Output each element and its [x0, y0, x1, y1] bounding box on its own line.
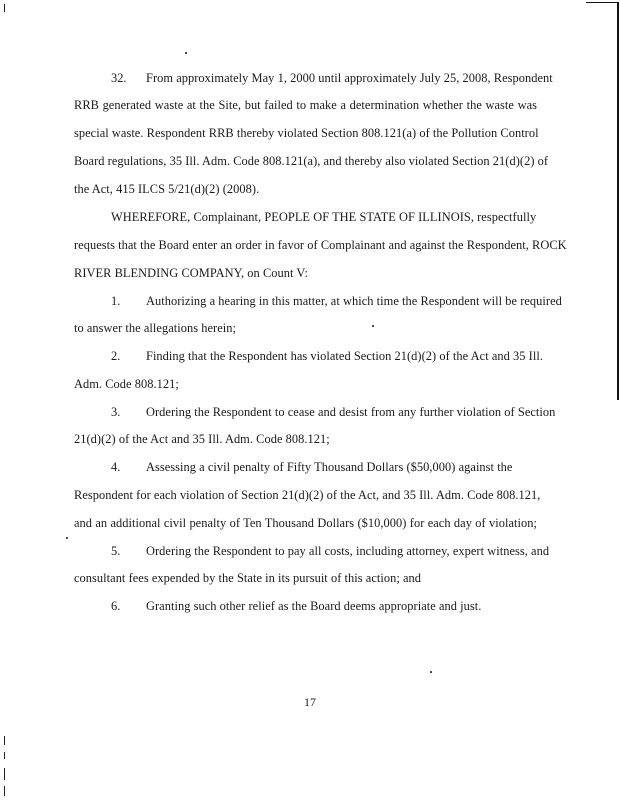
scan-edge-mark	[4, 752, 5, 759]
paragraph-line: Board regulations, 35 Ill. Adm. Code 808.121(a), and thereby also violated Section 21(d)(2) of	[74, 154, 549, 168]
wherefore-line: WHEREFORE, Complainant, PEOPLE OF THE STATE OF ILLINOIS, respectfully	[111, 210, 537, 224]
scan-speck	[66, 537, 68, 539]
paragraph-line: From approximately May 1, 2000 until approximately July 25, 2008, Respondent	[146, 71, 553, 85]
scan-edge-mark	[4, 786, 5, 796]
item-line: Assessing a civil penalty of Fifty Thousand Dollars ($50,000) against the	[146, 460, 513, 474]
paragraph-number: 32.	[111, 71, 127, 85]
paragraph-line: special waste. Respondent RRB thereby violated Section 808.121(a) of the Pollution Control	[74, 126, 539, 140]
paragraph-line: the Act, 415 ILCS 5/21(d)(2) (2008).	[74, 182, 260, 196]
item-number: 3.	[111, 405, 121, 419]
scan-edge-mark	[4, 736, 5, 745]
page-number: 17	[304, 695, 316, 709]
scan-speck	[185, 52, 187, 54]
scan-edge-mark	[4, 768, 5, 780]
item-number: 2.	[111, 349, 121, 363]
item-line: Respondent for each violation of Section 21(d)(2) of the Act, and 35 Ill. Adm. Code 808.121,	[74, 488, 541, 502]
scan-speck	[372, 325, 374, 327]
scan-edge-mark	[4, 4, 5, 12]
item-line: Adm. Code 808.121;	[74, 377, 179, 391]
item-line: Authorizing a hearing in this matter, at which time the Respondent will be required	[146, 294, 562, 308]
item-line: Finding that the Respondent has violated Section 21(d)(2) of the Act and 35 Ill.	[146, 349, 543, 363]
paragraph-line: RRB generated waste at the Site, but failed to make a determination whether the waste was	[74, 98, 537, 112]
item-line: Ordering the Respondent to cease and desist from any further violation of Section	[146, 405, 556, 419]
item-line: and an additional civil penalty of Ten Thousand Dollars ($10,000) for each day of violation;	[74, 516, 537, 530]
item-number: 1.	[111, 294, 121, 308]
scan-border-right	[617, 2, 619, 400]
item-number: 5.	[111, 544, 121, 558]
scan-border-top	[586, 2, 618, 3]
item-line: 21(d)(2) of the Act and 35 Ill. Adm. Code 808.121;	[74, 432, 330, 446]
item-line: to answer the allegations herein;	[74, 321, 236, 335]
wherefore-line: requests that the Board enter an order in favor of Complainant and against the Respondent, ROCK	[74, 238, 567, 252]
item-line: Granting such other relief as the Board deems appropriate and just.	[146, 599, 482, 613]
item-number: 6.	[111, 599, 121, 613]
item-number: 4.	[111, 460, 121, 474]
item-line: consultant fees expended by the State in its pursuit of this action; and	[74, 571, 422, 585]
wherefore-line: RIVER BLENDING COMPANY, on Count V:	[74, 266, 308, 280]
scan-speck	[430, 671, 432, 673]
item-line: Ordering the Respondent to pay all costs, including attorney, expert witness, and	[146, 544, 550, 558]
